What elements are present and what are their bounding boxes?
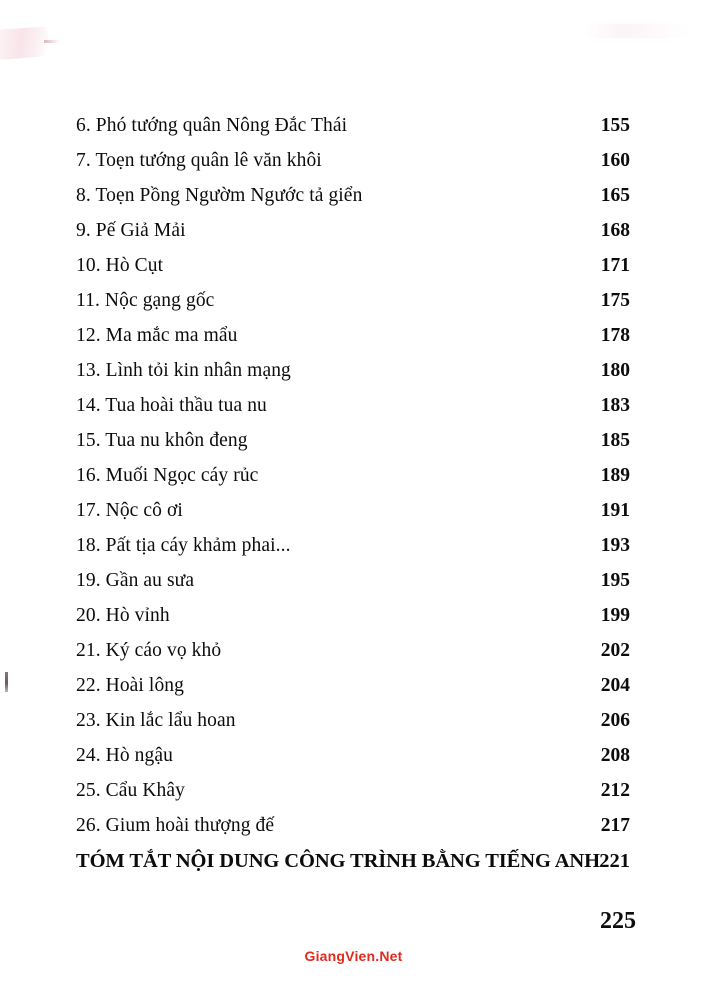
toc-entry[interactable] [0,773,707,808]
toc-entry[interactable] [0,283,707,318]
toc-entry-label: 7. Toẹn tướng quân lê văn khôi [76,150,322,171]
toc-entry-page-number: 206 [600,710,630,731]
toc-entry-label: 24. Hò ngậu [76,745,173,766]
toc-entry[interactable] [0,248,707,283]
toc-entry-label: 19. Gần au sưa [76,570,195,591]
toc-entry-label: 23. Kin lắc lẩu hoan [76,710,236,731]
toc-entry-label: 13. Lình tỏi kin nhân mạng [76,360,291,381]
toc-entry-page-number: 212 [600,780,630,801]
toc-entry-page-number: 160 [600,150,630,171]
toc-entry-page-number: 189 [600,465,630,486]
toc-entry[interactable] [0,143,707,178]
toc-entry-page-number: 193 [600,535,630,556]
toc-entry[interactable] [0,808,707,843]
toc-entry-page-number: 208 [600,745,630,766]
toc-entry[interactable] [0,598,707,633]
toc-entry-page-number: 183 [600,395,630,416]
toc-entry[interactable] [0,703,707,738]
toc-entry-page-number: 155 [600,115,630,136]
toc-summary-page-number: 221 [599,850,630,872]
watermark: GiangVien.Net [304,948,403,964]
trailing-page-number: 225 [600,908,636,934]
toc-entry[interactable] [0,738,707,773]
toc-entry-label: 8. Toẹn Pồng Ngườm Ngước tả giển [76,185,363,206]
toc-entry-label: 9. Pế Giả Mải [76,220,186,241]
toc-entry[interactable] [0,458,707,493]
toc-entry-label: 14. Tua hoài thầu tua nu [76,395,267,416]
toc-entry-label: 26. Gium hoài thượng đế [76,815,275,836]
toc-entry[interactable] [0,318,707,353]
toc-entry[interactable] [0,178,707,213]
table-of-contents-list [0,108,707,879]
toc-entry[interactable] [0,493,707,528]
toc-entry-page-number: 180 [600,360,630,381]
toc-entry-page-number: 217 [600,815,630,836]
toc-entry-page-number: 204 [600,675,630,696]
toc-entry[interactable] [0,423,707,458]
toc-entry[interactable] [0,528,707,563]
toc-entry-label: 12. Ma mắc ma mẩu [76,325,238,346]
toc-entry-label: 15. Tua nu khôn đeng [76,430,248,451]
toc-summary-entry[interactable] [0,843,707,879]
toc-entry-label: 20. Hò vỉnh [76,605,170,626]
toc-entry[interactable] [0,353,707,388]
toc-entry-label: 17. Nộc cô ơi [76,500,183,521]
toc-entry-label: 22. Hoài lông [76,675,184,696]
toc-entry-page-number: 178 [600,325,630,346]
toc-entry-label: 10. Hò Cụt [76,255,164,276]
toc-entry-page-number: 175 [600,290,630,311]
toc-entry-page-number: 191 [600,500,630,521]
toc-entry-page-number: 168 [600,220,630,241]
toc-entry-page-number: 202 [600,640,630,661]
toc-entry-label: 25. Cẩu Khây [76,780,185,801]
toc-entry[interactable] [0,388,707,423]
toc-entry-page-number: 195 [600,570,630,591]
toc-entry[interactable] [0,213,707,248]
toc-entry-label: 11. Nộc gạng gốc [76,290,215,311]
toc-entry-page-number: 165 [600,185,630,206]
toc-entry-label: 21. Ký cáo vọ khỏ [76,640,222,661]
toc-entry[interactable] [0,668,707,703]
toc-entry-label: 6. Phó tướng quân Nông Đắc Thái [76,115,348,136]
scan-artifact-top-left [0,26,48,59]
toc-entry-page-number: 185 [600,430,630,451]
scan-artifact-top-left-tip [44,40,60,43]
toc-entry-label: 16. Muối Ngọc cáy rủc [76,465,259,486]
toc-entry-page-number: 199 [600,605,630,626]
toc-entry[interactable] [0,108,707,143]
toc-summary-label: TÓM TẮT NỘI DUNG CÔNG TRÌNH BẰNG TIẾNG ANH [76,850,600,872]
toc-entry[interactable] [0,563,707,598]
toc-entry-label: 18. Pất tịa cáy khảm phai... [76,535,291,556]
scan-artifact-top-right [585,24,690,38]
toc-entry[interactable] [0,633,707,668]
toc-entry-page-number: 171 [600,255,630,276]
